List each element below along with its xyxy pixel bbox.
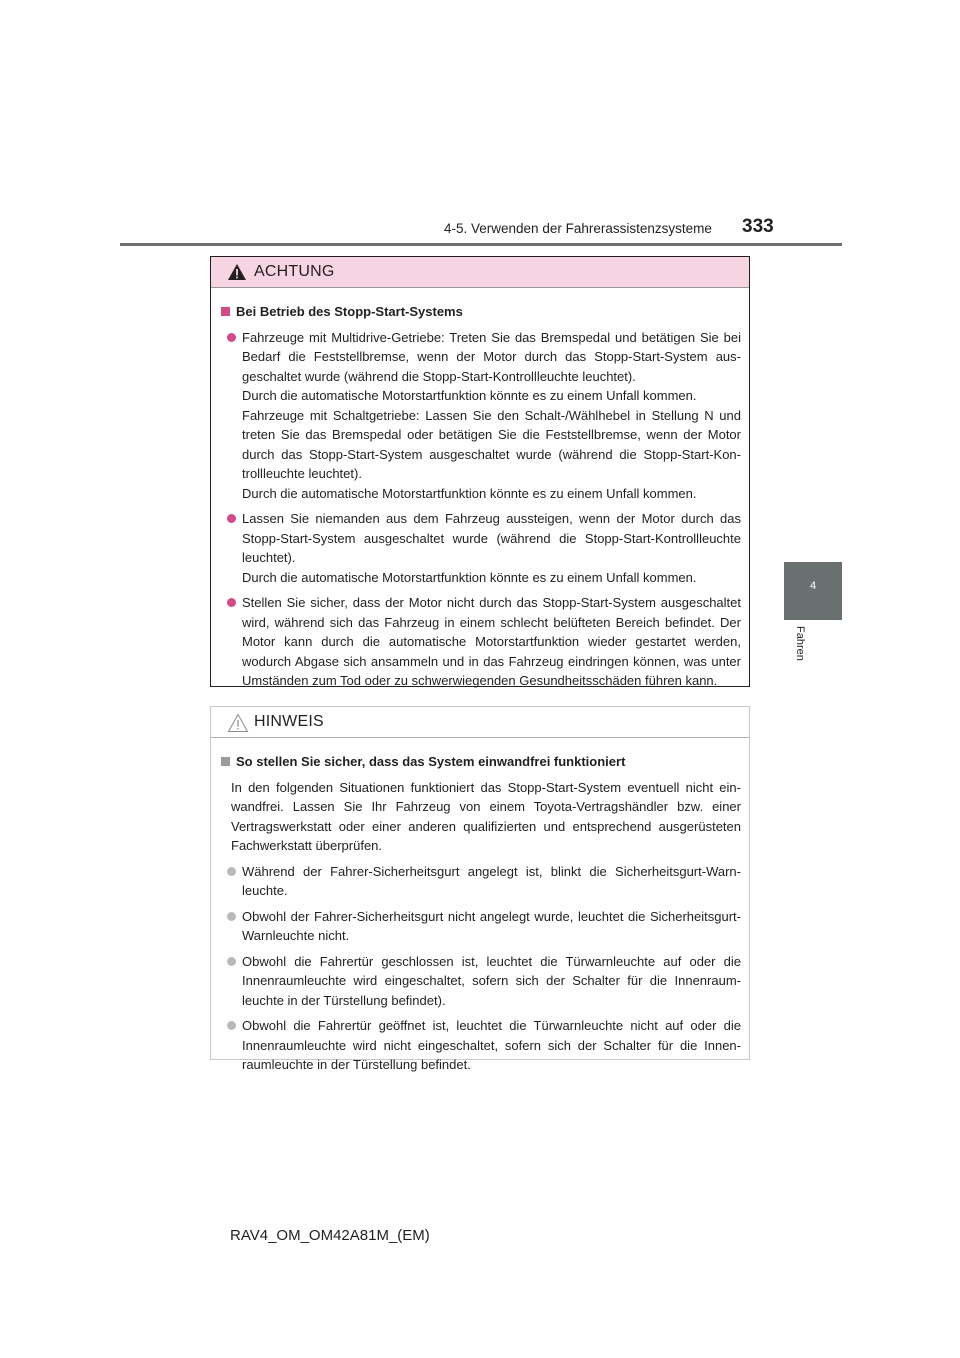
chapter-number: 4 xyxy=(809,580,817,592)
document-code: RAV4_OM_OM42A81M_(EM) xyxy=(230,1227,430,1244)
caution-triangle-icon xyxy=(227,713,249,738)
warning-section-title: Bei Betrieb des Stopp-Start-Systems xyxy=(221,302,741,322)
square-bullet-icon xyxy=(221,307,230,316)
note-box-header xyxy=(211,707,749,738)
paragraph: Durch die automatische Motorstartfunktion könnte es zu einem Unfall kommen. xyxy=(242,485,697,501)
paragraph: Durch die automatische Motorstartfunktion könnte es zu einem Unfall kommen. xyxy=(242,388,697,403)
page-number: 333 xyxy=(742,216,774,237)
paragraph: Fahrzeuge mit Multidrive-Getriebe: Treten Sie das Bremspedal und betätigen Sie bei Bedarf die Feststellbremse, wenn der Motor durch das Stopp-Start-System ausgeschaltet wurde (während die Stopp-Start-Kontrollleuchte leuchtet). xyxy=(242,329,741,384)
note-title: HINWEIS xyxy=(254,713,324,730)
bullet-icon xyxy=(227,1021,236,1030)
bullet-icon xyxy=(227,333,236,342)
paragraph: Lassen Sie niemanden aus dem Fahrzeug aussteigen, wenn der Motor durch das Stopp-Start-System ausgeschaltet wurde (während die Stopp-Start-Kontrollleuchte leuchtet). xyxy=(242,511,741,565)
paragraph: Obwohl die Fahrertür geöffnet ist, leuchtet die Türwarnleuchte nicht auf oder die Innenraumleuchte wird nicht eingeschaltet, sofern sich der Schalter für die Innenraumleuchte in der Türstellung befindet. xyxy=(242,1018,741,1072)
paragraph: Obwohl der Fahrer-Sicherheitsgurt nicht angelegt wurde, leuchtet die Sicherheitsgurt-Warnleuchte nicht. xyxy=(242,908,741,943)
bullet-icon xyxy=(227,912,236,921)
bullet-icon xyxy=(227,514,236,523)
list-item xyxy=(221,862,741,901)
bullet-icon xyxy=(227,598,236,607)
paragraph: Durch die automatische Motorstartfunktion könnte es zu einem Unfall kommen. xyxy=(242,569,697,585)
note-intro: In den folgenden Situationen funktioniert das Stopp-Start-System eventuell nicht einwandfrei. Lassen Sie Ihr Fahrzeug von einem Toyota-Vertragshändler bzw. einer Vertragswerkstatt oder einer anderen qualifizierten und entsprechend ausgerüsteten Fachwerkstatt überprüfen. xyxy=(231,779,741,853)
list-item xyxy=(221,509,741,587)
bullet-icon xyxy=(227,867,236,876)
paragraph: Während der Fahrer-Sicherheitsgurt angelegt ist, blinkt die Sicherheitsgurt-Warnleuchte. xyxy=(242,863,741,898)
square-bullet-icon xyxy=(221,757,230,766)
note-box xyxy=(210,706,750,1072)
warning-triangle-icon xyxy=(227,263,247,286)
chapter-label: Fahren xyxy=(794,626,806,661)
paragraph: Fahrzeuge mit Schaltgetriebe: Lassen Sie den Schalt-/Wählhebel in Stellung N und treten Sie das Bremspedal oder betätigen Sie die Feststellbremse, wenn der Motor durch das Stopp-Start-System ausgeschaltet wurde (während die Stopp-Start-Kontrollleuchte leuchtet). xyxy=(242,407,741,481)
section-header: 4-5. Verwenden der Fahrerassistenzsysteme xyxy=(444,221,712,236)
paragraph: Stellen Sie sicher, dass der Motor nicht durch das Stopp-Start-System ausgeschaltet wird, während sich das Fahrzeug in einem schlecht belüfteten Bereich befindet. Der Motor kann durch die automatische Motorstartfunktion wieder gestartet werden, wodurch Abgase sich ansammeln und in das Fahrzeug eindringen können, was unter Umständen zum Tod oder zu schwerwiegenden Gesundheitsschäden führen kann. xyxy=(242,595,741,688)
bullet-icon xyxy=(227,957,236,966)
list-item xyxy=(221,952,741,1011)
chapter-tab xyxy=(784,562,842,620)
warning-title: ACHTUNG xyxy=(254,263,335,280)
header-rule xyxy=(120,243,842,246)
list-item xyxy=(221,328,741,504)
warning-box xyxy=(210,256,750,687)
list-item xyxy=(221,1016,741,1075)
list-item xyxy=(221,907,741,946)
note-section-title: So stellen Sie sicher, dass das System einwandfrei funktioniert xyxy=(221,752,741,772)
warning-box-header xyxy=(211,257,749,288)
list-item xyxy=(221,593,741,691)
paragraph: Obwohl die Fahrertür geschlossen ist, leuchtet die Türwarnleuchte auf oder die Innenraumleuchte wird eingeschaltet, sofern sich der Schalter für die Innenraumleuchte in der Türstellung befindet). xyxy=(242,953,741,1008)
